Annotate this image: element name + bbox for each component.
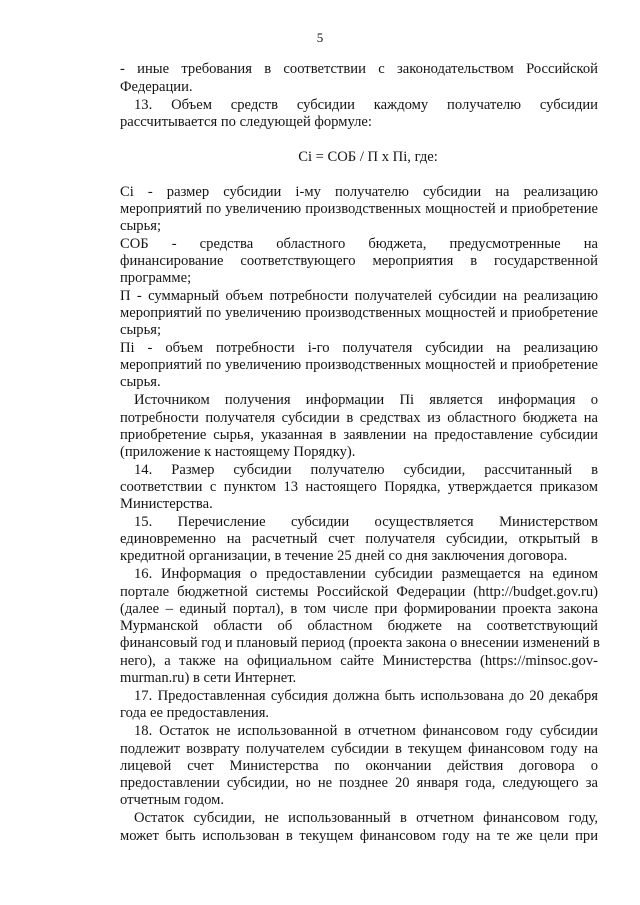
- text-line: кредитной организации, в течение 25 дней со дня заключения договора.: [120, 548, 568, 564]
- text-line: Сi - размер субсидии i-му получателю субсидии на реализацию: [120, 184, 598, 200]
- page-number: 5: [316, 30, 324, 45]
- text-line: (приложение к настоящему Порядку).: [120, 444, 356, 460]
- text-line: СОБ - средства областного бюджета, предусмотренные на: [120, 236, 598, 252]
- text-line: может быть использован в текущем финансовом году на те же цели при: [120, 828, 598, 844]
- text-line: Министерства.: [120, 496, 213, 512]
- text-line: (далее – единый портал), в том числе при формировании проекта закона: [120, 601, 598, 617]
- text-line: 17. Предоставленная субсидия должна быть использована до 20 декабря: [134, 688, 598, 704]
- text-line: соответствии с пунктом 13 настоящего Порядка, утверждается приказом: [120, 479, 598, 495]
- text-line: приобретение сырья, указанная в заявлении на предоставление субсидии: [120, 427, 598, 443]
- text-line: сырья;: [120, 218, 162, 234]
- text-line: портале бюджетной системы Российской Федерации (http://budget.gov.ru): [120, 584, 598, 600]
- text-line: финансирование соответствующего мероприятия в государственной: [120, 253, 598, 269]
- text-line: сырья;: [120, 322, 162, 338]
- text-line: него), а также на официальном сайте Министерства (https://minsoc.gov-: [120, 653, 598, 669]
- text-line: Мурманской области об областном бюджете на соответствующий: [120, 618, 598, 634]
- text-line: отчетным годом.: [120, 792, 225, 808]
- text-line: - иные требования в соответствии с законодательством Российской: [120, 61, 598, 77]
- text-line: потребности получателя субсидии в средствах из областного бюджета на: [120, 410, 598, 426]
- text-line: murman.ru) в сети Интернет.: [120, 670, 297, 686]
- text-line: Пi - объем потребности i-го получателя субсидии на реализацию: [120, 340, 598, 356]
- text-line: финансовый год и плановый период (проекта закона о внесении изменений в: [120, 635, 600, 651]
- text-line: мероприятий по увеличению производственных мощностей и приобретение: [120, 357, 598, 373]
- text-line: Федерации.: [120, 79, 193, 95]
- text-line: мероприятий по увеличению производственных мощностей и приобретение: [120, 201, 598, 217]
- text-line: 14. Размер субсидии получателю субсидии, рассчитанный в: [134, 462, 598, 478]
- text-line: П - суммарный объем потребности получателей субсидии на реализацию: [120, 288, 598, 304]
- text-line: мероприятий по увеличению производственных мощностей и приобретение: [120, 305, 598, 321]
- text-line: 13. Объем средств субсидии каждому получателю субсидии: [134, 97, 598, 113]
- text-line: сырья.: [120, 374, 161, 390]
- text-line: предоставлении субсидии, но не позднее 20 января года, следующего за: [120, 775, 598, 791]
- text-line: Остаток субсидии, не использованный в отчетном финансовом году,: [134, 810, 598, 826]
- text-line: программе;: [120, 270, 192, 286]
- text-line: рассчитывается по следующей формуле:: [120, 114, 372, 130]
- text-line: единовременно на расчетный счет получателя субсидии, открытый в: [120, 531, 598, 547]
- text-line: 15. Перечисление субсидии осуществляется Министерством: [134, 514, 598, 530]
- text-line: подлежит возврату получателем субсидии в текущем финансовом году на: [120, 741, 598, 757]
- text-line: лицевой счет Министерства по окончании действия договора о: [120, 758, 598, 774]
- text-line: 16. Информация о предоставлении субсидии размещается на едином: [134, 566, 598, 582]
- text-line: года ее предоставления.: [120, 705, 270, 721]
- formula: Сi = СОБ / П х Пi, где:: [298, 149, 438, 165]
- text-line: 18. Остаток не использованной в отчетном финансовом году субсидии: [134, 723, 598, 739]
- text-line: Источником получения информации Пi является информация о: [134, 392, 598, 408]
